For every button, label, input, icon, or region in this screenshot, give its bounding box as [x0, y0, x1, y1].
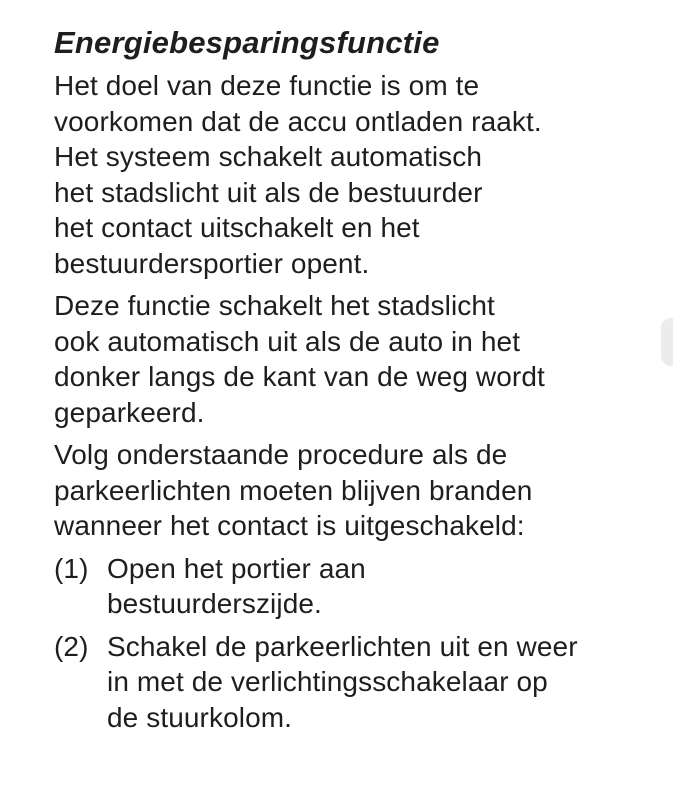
page-scroll-handle[interactable]: [661, 318, 673, 366]
step-item: [54, 629, 666, 736]
step-item: [54, 551, 666, 622]
procedure-steps: [54, 551, 666, 736]
paragraph-dark-parking: Deze functie schakelt het stadslicht ook automatisch uit als de auto in het donker langs de kant van de weg wordt geparkeerd.: [54, 290, 545, 428]
step-number: (2): [54, 630, 89, 662]
step-text: Schakel de parkeerlichten uit en weer in met de verlichtingsschakelaar op de stuurkolom.: [107, 630, 578, 733]
document-page: [54, 24, 666, 742]
step-text: Open het portier aan bestuurderszijde.: [107, 552, 366, 619]
paragraph-purpose: Het doel van deze functie is om te voorkomen dat de accu ontladen raakt. Het systeem schakelt automatisch het stadslicht uit als de bestuurder het contact uitschakelt en het bestuurdersportier opent.: [54, 70, 542, 279]
step-number: (1): [54, 552, 89, 584]
paragraph-procedure-intro: Volg onderstaande procedure als de parkeerlichten moeten blijven branden wanneer het contact is uitgeschakeld:: [54, 439, 533, 541]
section-title: Energiebesparingsfunctie: [54, 25, 440, 60]
